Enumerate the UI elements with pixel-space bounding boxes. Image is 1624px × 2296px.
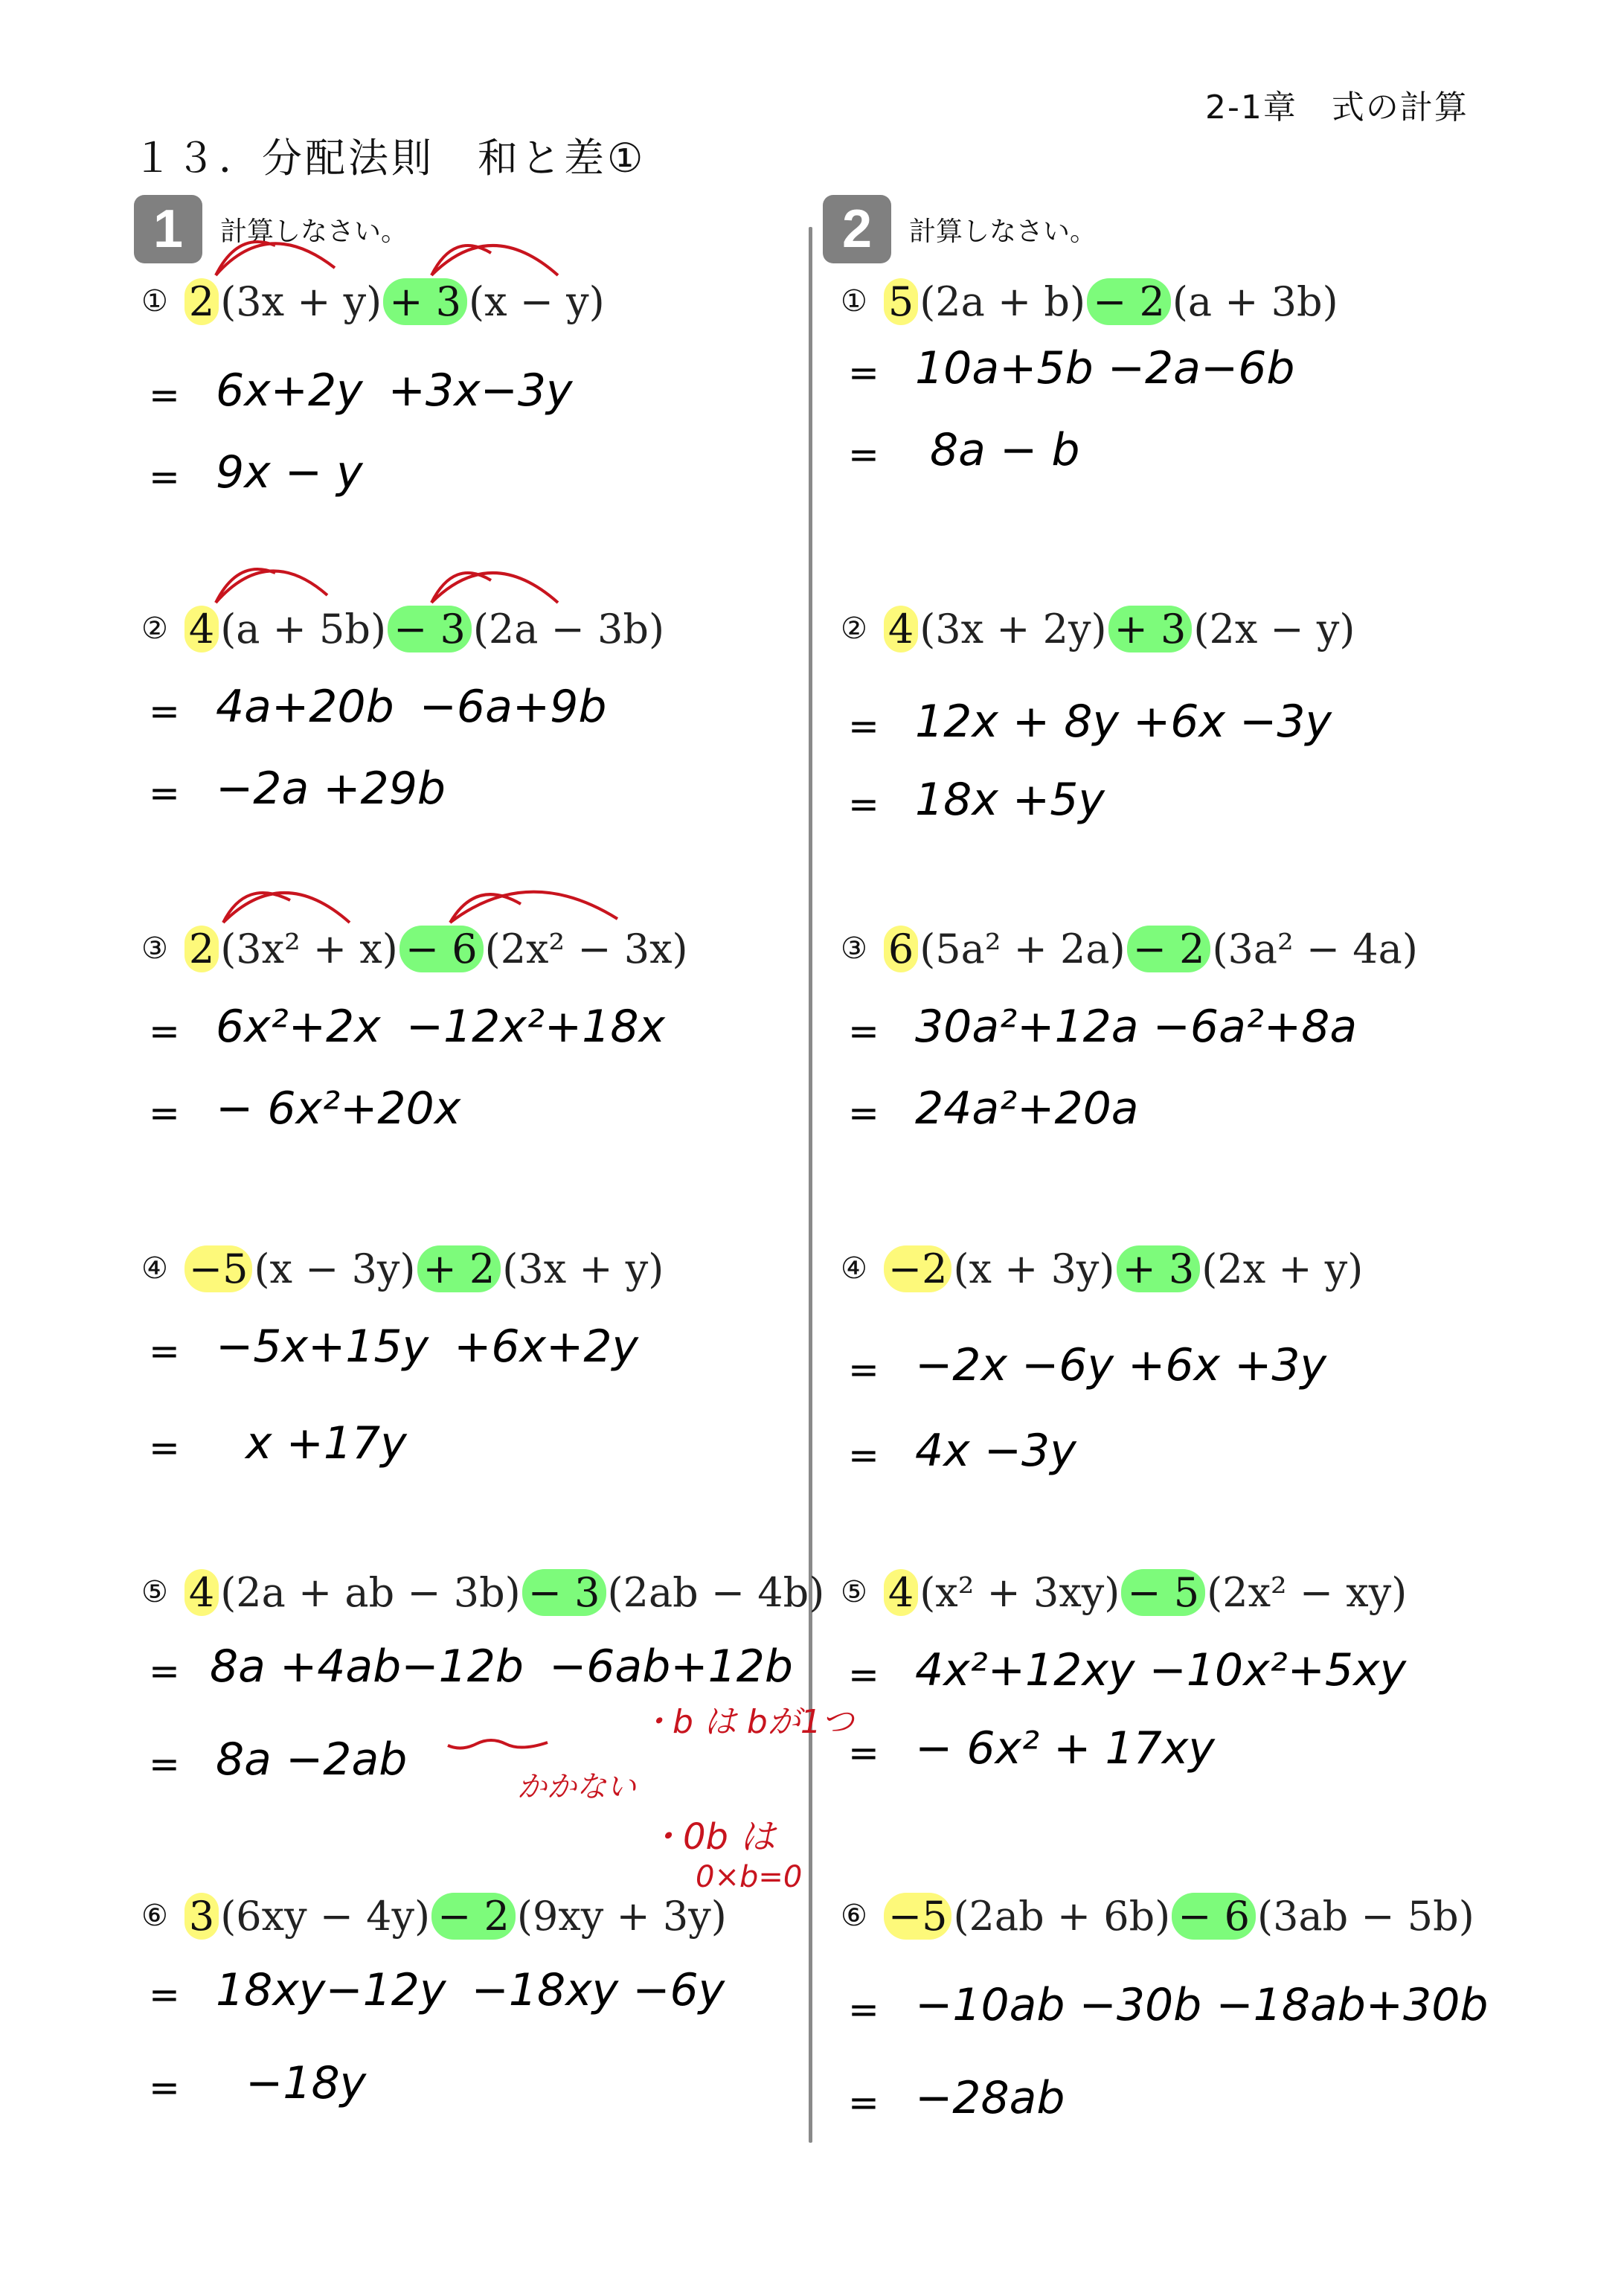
chapter-label: 2-1章 式の計算 <box>1205 89 1469 126</box>
equals-sign: = <box>149 1649 180 1693</box>
coefficient-2: − 3 <box>388 606 472 652</box>
coefficient-2: − 5 <box>1121 1569 1205 1616</box>
equals-sign: = <box>848 1988 879 2031</box>
problem-2-4 <box>841 1235 1510 1477</box>
equals-sign: = <box>149 1091 180 1135</box>
problem-2-5 <box>841 1559 1510 1774</box>
expression-2: (2x² − xy) <box>1207 1568 1408 1616</box>
expression-2: (2a − 3b) <box>472 605 665 652</box>
annotation-note: ・0b は <box>647 1816 776 1858</box>
problem-2-1 <box>841 268 1510 476</box>
expression-1: (2a + b) <box>919 278 1086 325</box>
coefficient-1: −2 <box>884 1245 952 1292</box>
problem-number: ⑥ <box>141 1899 168 1933</box>
problem-1-4 <box>141 1235 811 1469</box>
expression-2: (3a² − 4a) <box>1212 925 1418 972</box>
equals-sign: = <box>149 2066 180 2109</box>
coefficient-1: 2 <box>184 926 219 972</box>
problem-number: ④ <box>841 1251 867 1286</box>
coefficient-1: 4 <box>184 1569 219 1616</box>
expression-2: (2x − y) <box>1193 605 1355 652</box>
section-badge: 1 <box>134 195 202 263</box>
expression-1: (x² + 3xy) <box>919 1568 1120 1616</box>
equals-sign: = <box>848 2081 879 2124</box>
wavy-underline-icon <box>446 1734 551 1756</box>
equals-sign: = <box>848 1348 879 1391</box>
expanded-terms: −10ab −30b −18ab+30b <box>915 1979 1489 2031</box>
expression-1: (2a + ab − 3b) <box>220 1568 521 1616</box>
coefficient-1: 4 <box>884 606 918 652</box>
annotation-note: ・b は bが1つ <box>640 1703 854 1741</box>
answer: 24a²+20a <box>915 1083 1139 1135</box>
annotation-note: かかない <box>517 1770 636 1804</box>
coefficient-2: − 2 <box>431 1893 516 1940</box>
equals-sign: = <box>149 1010 180 1053</box>
section-1-header <box>134 195 408 263</box>
problem-1-1 <box>141 268 811 498</box>
expression-1: (3x + y) <box>220 278 382 325</box>
expanded-term-1: −5x+15y <box>208 1321 436 1373</box>
equals-sign: = <box>149 455 180 498</box>
expression-1: (6xy − 4y) <box>220 1892 431 1940</box>
expression-2: (9xy + 3y) <box>516 1892 727 1940</box>
equals-sign: = <box>149 1426 180 1469</box>
expression-1: (x − 3y) <box>254 1245 416 1292</box>
annotation-note: 0×b=0 <box>696 1860 803 1894</box>
coefficient-1: 2 <box>184 278 219 325</box>
problem-number: ⑤ <box>841 1575 867 1609</box>
coefficient-2: + 3 <box>1108 606 1193 652</box>
expanded-term-1: 18xy−12y <box>208 1964 454 2016</box>
expression-2: (a + 3b) <box>1172 278 1338 325</box>
expanded-term-2: −18xy −6y <box>464 1964 733 2016</box>
equals-sign: = <box>848 1091 879 1135</box>
expression-1: (2ab + 6b) <box>953 1892 1171 1940</box>
expanded-term-2: +3x−3y <box>381 365 580 417</box>
equals-sign: = <box>149 1330 180 1373</box>
problem-number: ② <box>841 612 867 646</box>
coefficient-1: 6 <box>884 926 918 972</box>
section-instruction: 計算しなさい。 <box>220 216 408 247</box>
coefficient-1: 5 <box>884 278 918 325</box>
coefficient-2: − 3 <box>522 1569 606 1616</box>
answer: −18y <box>245 2057 367 2109</box>
problem-number: ① <box>141 284 168 318</box>
problem-1-3 <box>141 915 811 1135</box>
equals-sign: = <box>848 1653 879 1696</box>
section-badge: 2 <box>823 195 891 263</box>
equals-sign: = <box>848 783 879 826</box>
equals-sign: = <box>848 351 879 394</box>
coefficient-1: 4 <box>884 1569 918 1616</box>
expression-2: (x − y) <box>469 278 605 325</box>
problem-number: ③ <box>141 931 168 966</box>
problem-number: ⑤ <box>141 1575 168 1609</box>
answer: 8a −2ab <box>216 1734 408 1786</box>
answer: x +17y <box>245 1417 407 1469</box>
answer: 18x +5y <box>915 774 1105 826</box>
expression-1: (a + 5b) <box>220 605 387 652</box>
expression-2: (2x² − 3x) <box>484 925 688 972</box>
expression-1: (3x + 2y) <box>919 605 1107 652</box>
expression-2: (3x + y) <box>502 1245 664 1292</box>
coefficient-2: + 3 <box>383 278 467 325</box>
expression-2: (2ab − 4b) <box>607 1568 825 1616</box>
coefficient-1: 3 <box>184 1893 219 1940</box>
expanded-term-1: 4a+20b <box>208 681 402 733</box>
expression-2: (3ab − 5b) <box>1257 1892 1474 1940</box>
answer: 8a − b <box>930 424 1080 476</box>
equals-sign: = <box>848 1434 879 1477</box>
expression-1: (5a² + 2a) <box>919 925 1126 972</box>
expanded-terms: 10a+5b −2a−6b <box>915 342 1295 394</box>
page-title: １３．分配法則 和と差① <box>132 135 646 182</box>
expanded-term-1: 8a +4ab−12b <box>202 1641 531 1693</box>
coefficient-1: 4 <box>184 606 219 652</box>
problem-number: ④ <box>141 1251 168 1286</box>
problem-number: ② <box>141 612 168 646</box>
problem-2-2 <box>841 595 1510 826</box>
coefficient-2: − 6 <box>399 926 484 972</box>
equals-sign: = <box>848 705 879 748</box>
problem-1-2 <box>141 595 811 815</box>
section-2-header <box>823 195 1097 263</box>
answer: −2a +29b <box>216 763 446 815</box>
answer: 9x − y <box>216 446 363 498</box>
problem-number: ① <box>841 284 867 318</box>
coefficient-2: − 6 <box>1172 1893 1256 1940</box>
equals-sign: = <box>149 1742 180 1786</box>
expression-2: (2x + y) <box>1201 1245 1364 1292</box>
equals-sign: = <box>149 690 180 733</box>
expanded-term-2: −6a+9b <box>412 681 614 733</box>
answer: − 6x² + 17xy <box>915 1722 1215 1774</box>
column-divider <box>809 227 812 2143</box>
coefficient-1: −5 <box>184 1245 253 1292</box>
coefficient-2: − 2 <box>1127 926 1211 972</box>
answer: −28ab <box>915 2072 1065 2124</box>
expanded-term-2: −6ab+12b <box>542 1641 800 1693</box>
coefficient-2: − 2 <box>1087 278 1171 325</box>
expanded-terms: 4x²+12xy −10x²+5xy <box>915 1644 1407 1696</box>
expanded-terms: 12x + 8y +6x −3y <box>915 696 1332 748</box>
expanded-term-2: +6x+2y <box>446 1321 646 1373</box>
expression-1: (x + 3y) <box>953 1245 1115 1292</box>
problem-2-3 <box>841 915 1510 1135</box>
answer: 4x −3y <box>915 1425 1076 1477</box>
expression-1: (3x² + x) <box>220 925 398 972</box>
problem-number: ③ <box>841 931 867 966</box>
expanded-term-2: −12x²+18x <box>399 1001 673 1053</box>
equals-sign: = <box>149 373 180 417</box>
equals-sign: = <box>149 1973 180 2016</box>
expanded-terms: 30a²+12a −6a²+8a <box>915 1001 1358 1053</box>
expanded-terms: −2x −6y +6x +3y <box>915 1339 1327 1391</box>
coefficient-2: + 3 <box>1117 1245 1201 1292</box>
coefficient-2: + 2 <box>417 1245 501 1292</box>
section-instruction: 計算しなさい。 <box>909 216 1097 247</box>
equals-sign: = <box>848 1010 879 1053</box>
answer: − 6x²+20x <box>216 1083 461 1135</box>
problem-number: ⑥ <box>841 1899 867 1933</box>
expanded-term-1: 6x+2y <box>208 365 370 417</box>
expanded-term-1: 6x²+2x <box>208 1001 388 1053</box>
problem-2-6 <box>841 1882 1510 2124</box>
equals-sign: = <box>848 433 879 476</box>
equals-sign: = <box>848 1731 879 1774</box>
problem-1-6 <box>141 1882 811 2109</box>
coefficient-1: −5 <box>884 1893 952 1940</box>
equals-sign: = <box>149 772 180 815</box>
